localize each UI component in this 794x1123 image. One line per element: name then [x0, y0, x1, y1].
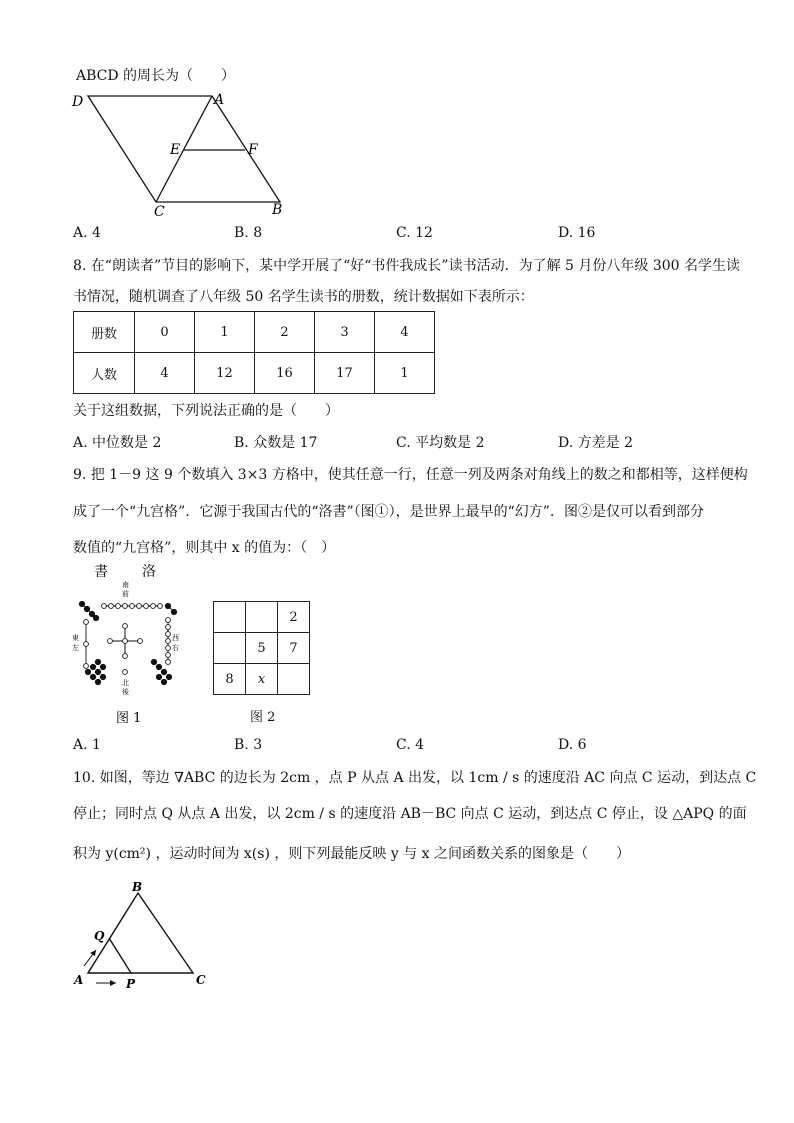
label-c: C: [154, 204, 165, 220]
grid-row: [214, 633, 310, 664]
grid-cell: 8: [214, 664, 246, 695]
q8-line1: 8. 在“朗读者”节目的影响下，某中学开展了“好“书件我成长”读书活动．为了解 5 月份八年级 300 名学生读: [73, 258, 741, 274]
label-a: A: [214, 92, 225, 108]
q10-line1: 10. 如图，等边 ∇ABC 的边长为 2cm ，点 P 从点 A 出发，以 1cm / s 的速度沿 AC 向点 C 运动，到达点 C: [73, 770, 757, 786]
label-b: B: [272, 202, 283, 218]
fig1-caption: 图 1: [116, 711, 142, 726]
grid-row: [214, 664, 310, 695]
q8-data-table: [73, 311, 435, 394]
q7-option-b[interactable]: B. 8: [234, 225, 263, 241]
q8-option-a[interactable]: A. 中位数是 2: [73, 435, 162, 451]
luoshu-title-luo: 洛: [142, 564, 156, 580]
diagonal-ac: [156, 96, 212, 202]
grid-cell: [214, 633, 246, 664]
direction-south-sub: 前: [122, 590, 129, 598]
direction-east-sub: 左: [72, 644, 79, 652]
dots-two: [165, 603, 176, 614]
direction-west: 西: [172, 634, 179, 642]
table-row: [74, 312, 435, 353]
grid-cell: [246, 602, 278, 633]
arrow-q-head-icon: [90, 950, 96, 956]
q7-parallelogram-figure: [60, 88, 320, 220]
label-d: D: [72, 94, 84, 110]
table-header-people: 人数: [74, 353, 135, 394]
label-f: F: [248, 142, 258, 158]
label-p: P: [126, 977, 136, 991]
q7-option-c[interactable]: C. 12: [396, 225, 433, 241]
q9-option-b[interactable]: B. 3: [234, 737, 263, 753]
label-e: E: [170, 142, 181, 158]
grid-row: [214, 602, 310, 633]
label-c: C: [196, 973, 206, 987]
q7-option-d[interactable]: D. 16: [558, 225, 596, 241]
q9-line2: 成了一个“九宫格”．它源于我国古代的“洛書”（图①），是世界上最早的“幻方”．图②是仅可以看到部分: [73, 504, 704, 520]
arrow-p-head-icon: [110, 980, 116, 986]
direction-east: 東: [72, 634, 79, 642]
table-cell: 4: [135, 353, 195, 394]
table-header-books: 册数: [74, 312, 135, 353]
q9-option-d[interactable]: D. 6: [558, 737, 587, 753]
dots-four: [79, 601, 98, 620]
q8-question: 关于这组数据，下列说法正确的是（ ）: [73, 403, 339, 419]
dots-nine: [102, 604, 163, 609]
q9-line1: 9. 把 1－9 这 9 个数填入 3×3 方格中，使其任意一行，任意一列及两条对角线上的数之和都相等，这样便构: [73, 467, 748, 483]
q8-option-b[interactable]: B. 众数是 17: [234, 435, 318, 451]
label-a: A: [74, 973, 84, 987]
q7-stem: ABCD 的周长为（ ）: [76, 68, 236, 84]
grid-cell: [214, 602, 246, 633]
q9-option-a[interactable]: A. 1: [73, 737, 101, 753]
q8-option-d[interactable]: D. 方差是 2: [558, 435, 633, 451]
luoshu-figure: [68, 560, 196, 728]
label-b: B: [132, 880, 143, 894]
label-q: Q: [94, 929, 105, 943]
dots-one: [123, 670, 128, 675]
q8-line2: 书情况，随机调查了八年级 50 名学生读书的册数，统计数据如下表所示：: [73, 289, 534, 305]
nine-grid: [213, 601, 310, 695]
grid-cell-x: x: [246, 664, 278, 695]
table-cell: 4: [375, 312, 435, 353]
grid-cell: 2: [278, 602, 310, 633]
table-cell: 3: [315, 312, 375, 353]
q9-option-c[interactable]: C. 4: [396, 737, 425, 753]
q10-triangle-figure: [68, 880, 218, 995]
grid-cell: 5: [246, 633, 278, 664]
q9-line3: 数值的“九宫格”，则其中 x 的值为：（ ）: [73, 540, 336, 556]
direction-north-sub: 後: [122, 688, 129, 696]
dots-three: [84, 620, 89, 669]
table-cell: 2: [255, 312, 315, 353]
grid-cell: [278, 664, 310, 695]
table-cell: 1: [195, 312, 255, 353]
table-cell: 0: [135, 312, 195, 353]
direction-south: 南: [122, 581, 129, 589]
dots-eight: [85, 659, 105, 684]
table-row: [74, 353, 435, 394]
dots-five: [108, 624, 143, 659]
luoshu-title-shu: 書: [94, 564, 108, 580]
grid-cell: 7: [278, 633, 310, 664]
fig2-caption: 图 2: [250, 710, 276, 725]
table-cell: 1: [375, 353, 435, 394]
table-cell: 17: [315, 353, 375, 394]
q8-option-c[interactable]: C. 平均数是 2: [396, 435, 485, 451]
dots-seven: [166, 618, 171, 665]
direction-west-sub: 右: [172, 644, 179, 652]
q7-option-a[interactable]: A. 4: [73, 225, 101, 241]
direction-north: 北: [122, 679, 129, 687]
segment-pq: [109, 938, 131, 973]
table-cell: 12: [195, 353, 255, 394]
table-cell: 16: [255, 353, 315, 394]
q10-line2: 停止；同时点 Q 从点 A 出发，以 2cm / s 的速度沿 AB－BC 向点 C 运动，到达点 C 停止，设 △APQ 的面: [73, 806, 747, 822]
q10-line3: 积为 y(cm²) ，运动时间为 x(s) ，则下列最能反映 y 与 x 之间函数关系的图象是（ ）: [73, 846, 630, 862]
